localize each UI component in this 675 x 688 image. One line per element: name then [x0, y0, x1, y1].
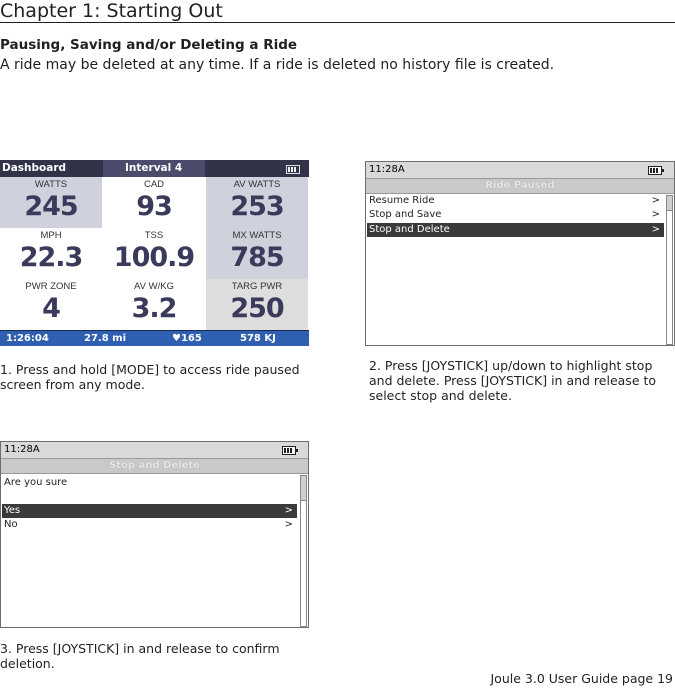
menu-item-resume-ride[interactable]: Resume Ride > — [369, 195, 660, 206]
tab-dashboard: Dashboard — [2, 162, 67, 174]
metric-tss: TSS 100.9 — [113, 230, 195, 273]
scrollbar[interactable] — [300, 475, 307, 627]
battery-icon — [282, 446, 296, 455]
intro-text: A ride may be deleted at any time. If a ride is deleted no history file is created. — [0, 57, 555, 73]
metric-av-watts: AV WATTS 253 — [206, 177, 308, 228]
clock: 11:28A — [369, 164, 405, 175]
menu-item-stop-and-delete[interactable]: Stop and Delete > — [367, 223, 664, 237]
page-footer: Joule 3.0 User Guide page 19 — [490, 671, 673, 686]
option-yes[interactable]: Yes > — [2, 504, 297, 518]
caption-step-3: 3. Press [JOYSTICK] in and release to confirm deletion. — [0, 641, 280, 671]
chapter-title: Chapter 1: Starting Out — [0, 0, 223, 22]
dashboard-header — [0, 160, 309, 177]
option-no[interactable]: No > — [4, 519, 293, 530]
caption-step-1: 1. Press and hold [MODE] to access ride paused screen from any mode. — [0, 362, 300, 392]
clock: 11:28A — [4, 444, 40, 455]
status-bar — [1, 442, 308, 459]
section-title: Pausing, Saving and/or Deleting a Ride — [0, 37, 298, 53]
screen-title: Ride Paused — [366, 179, 674, 194]
ride-distance: 27.8 mi — [84, 333, 127, 344]
metric-mx-watts: MX WATTS 785 — [206, 228, 308, 279]
menu-item-stop-and-save[interactable]: Stop and Save > — [369, 209, 660, 220]
scrollbar[interactable] — [666, 195, 673, 345]
metric-pwr-zone: PWR ZONE 4 — [25, 281, 77, 324]
metric-watts: WATTS 245 — [0, 177, 102, 228]
screen-title: Stop and Delete — [1, 459, 308, 474]
metric-mph: MPH 22.3 — [19, 230, 83, 273]
chapter-divider — [0, 22, 675, 23]
ride-time: 1:26:04 — [6, 333, 49, 344]
scrollbar-thumb[interactable] — [667, 196, 672, 211]
metric-targ-pwr: TARG PWR 250 — [206, 279, 308, 330]
scrollbar-thumb[interactable] — [301, 476, 306, 501]
metric-av-wkg: AV W/KG 3.2 — [131, 281, 177, 324]
dashboard-screen — [0, 160, 309, 346]
ride-paused-screen — [365, 161, 675, 346]
caption-step-2: 2. Press [JOYSTICK] up/down to highlight stop and delete. Press [JOYSTICK] in and release to select stop and delete. — [369, 358, 657, 403]
metric-cad: CAD 93 — [136, 179, 172, 222]
ride-energy: 578 KJ — [240, 333, 276, 344]
heart-rate: ♥165 — [172, 333, 202, 344]
tab-interval: Interval 4 — [103, 160, 205, 177]
confirm-delete-screen — [0, 441, 309, 628]
status-bar — [366, 162, 674, 179]
battery-icon — [286, 165, 300, 174]
dashboard-footer — [0, 330, 309, 346]
confirm-prompt: Are you sure — [4, 477, 68, 488]
battery-icon — [648, 166, 662, 175]
